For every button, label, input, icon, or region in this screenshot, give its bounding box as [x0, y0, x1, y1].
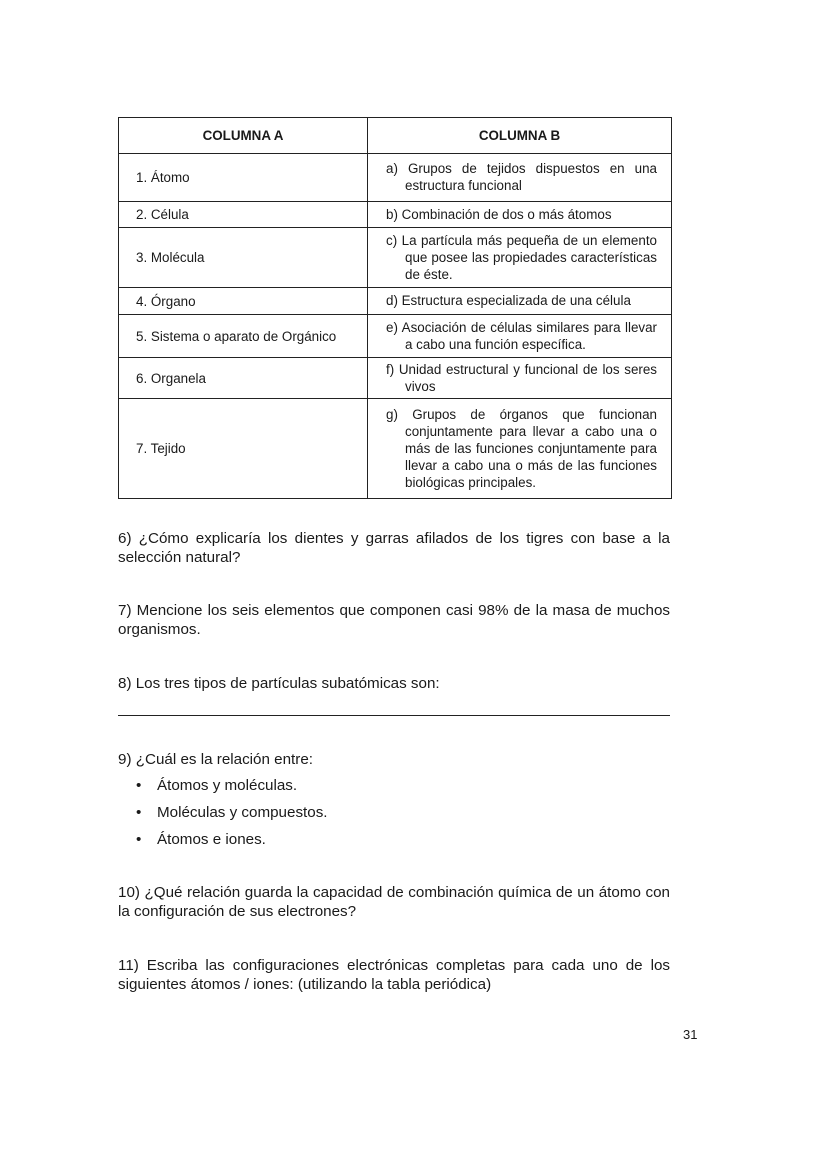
column-a-cell: 6. Organela — [119, 358, 368, 399]
list-item — [136, 776, 328, 803]
column-b-cell — [368, 202, 672, 228]
matching-table — [118, 117, 672, 499]
list-item-text: Moléculas y compuestos. — [157, 804, 328, 821]
column-b-text: d) Estructura especializada de una célula — [386, 293, 631, 308]
column-b-cell — [368, 288, 672, 315]
column-b-text: g) Grupos de órganos que funcionan conjuntamente para llevar a cabo una o más de las funciones conjuntamente para llevar a cabo una o más de las funciones biológicas principales. — [386, 406, 657, 490]
table-row — [119, 154, 672, 202]
list-item-text: Átomos y moléculas. — [157, 777, 298, 794]
column-b-cell — [368, 315, 672, 358]
table-row — [119, 202, 672, 228]
column-b-cell — [368, 358, 672, 399]
bullet-icon: • — [136, 804, 142, 821]
table-row — [119, 358, 672, 399]
column-a-cell: 5. Sistema o aparato de Orgánico — [119, 315, 368, 358]
bullet-icon: • — [136, 831, 142, 848]
bullet-icon: • — [136, 777, 142, 794]
column-a-cell: 7. Tejido — [119, 399, 368, 499]
column-a-cell: 3. Molécula — [119, 228, 368, 288]
question-10: 10) ¿Qué relación guarda la capacidad de combinación química de un átomo con la configuración de sus electrones? — [118, 884, 670, 920]
question-8: 8) Los tres tipos de partículas subatómicas son: — [118, 675, 440, 692]
question-9: 9) ¿Cuál es la relación entre: — [118, 751, 313, 768]
column-b-cell — [368, 228, 672, 288]
table-row — [119, 288, 672, 315]
table-row — [119, 399, 672, 499]
question-9-list — [136, 776, 328, 857]
question-6: 6) ¿Cómo explicaría los dientes y garras afilados de los tigres con base a la selección natural? — [118, 530, 670, 566]
column-b-text: e) Asociación de células similares para llevar a cabo una función específica. — [386, 319, 657, 352]
column-b-cell — [368, 399, 672, 499]
column-a-cell: 4. Órgano — [119, 288, 368, 315]
table-row — [119, 228, 672, 288]
column-b-cell — [368, 154, 672, 202]
column-b-text: f) Unidad estructural y funcional de los seres vivos — [386, 361, 657, 394]
list-item-text: Átomos e iones. — [157, 831, 266, 848]
column-b-header: COLUMNA B — [368, 118, 672, 154]
answer-line — [118, 715, 670, 716]
question-7: 7) Mencione los seis elementos que componen casi 98% de la masa de muchos organismos. — [118, 602, 670, 638]
column-a-header: COLUMNA A — [119, 118, 368, 154]
column-a-cell: 1. Átomo — [119, 154, 368, 202]
column-b-text: c) La partícula más pequeña de un elemento que posee las propiedades características de éste. — [386, 232, 657, 282]
question-11: 11) Escriba las configuraciones electrónicas completas para cada uno de los siguientes átomos / iones: (utilizando la tabla periódica) — [118, 957, 670, 993]
column-a-cell: 2. Célula — [119, 202, 368, 228]
table-header-row — [119, 118, 672, 154]
list-item — [136, 830, 328, 857]
column-b-text: b) Combinación de dos o más átomos — [386, 206, 612, 222]
page-number: 31 — [683, 1027, 698, 1042]
column-b-text: a) Grupos de tejidos dispuestos en una estructura funcional — [386, 161, 657, 193]
list-item — [136, 803, 328, 830]
table-row — [119, 315, 672, 358]
